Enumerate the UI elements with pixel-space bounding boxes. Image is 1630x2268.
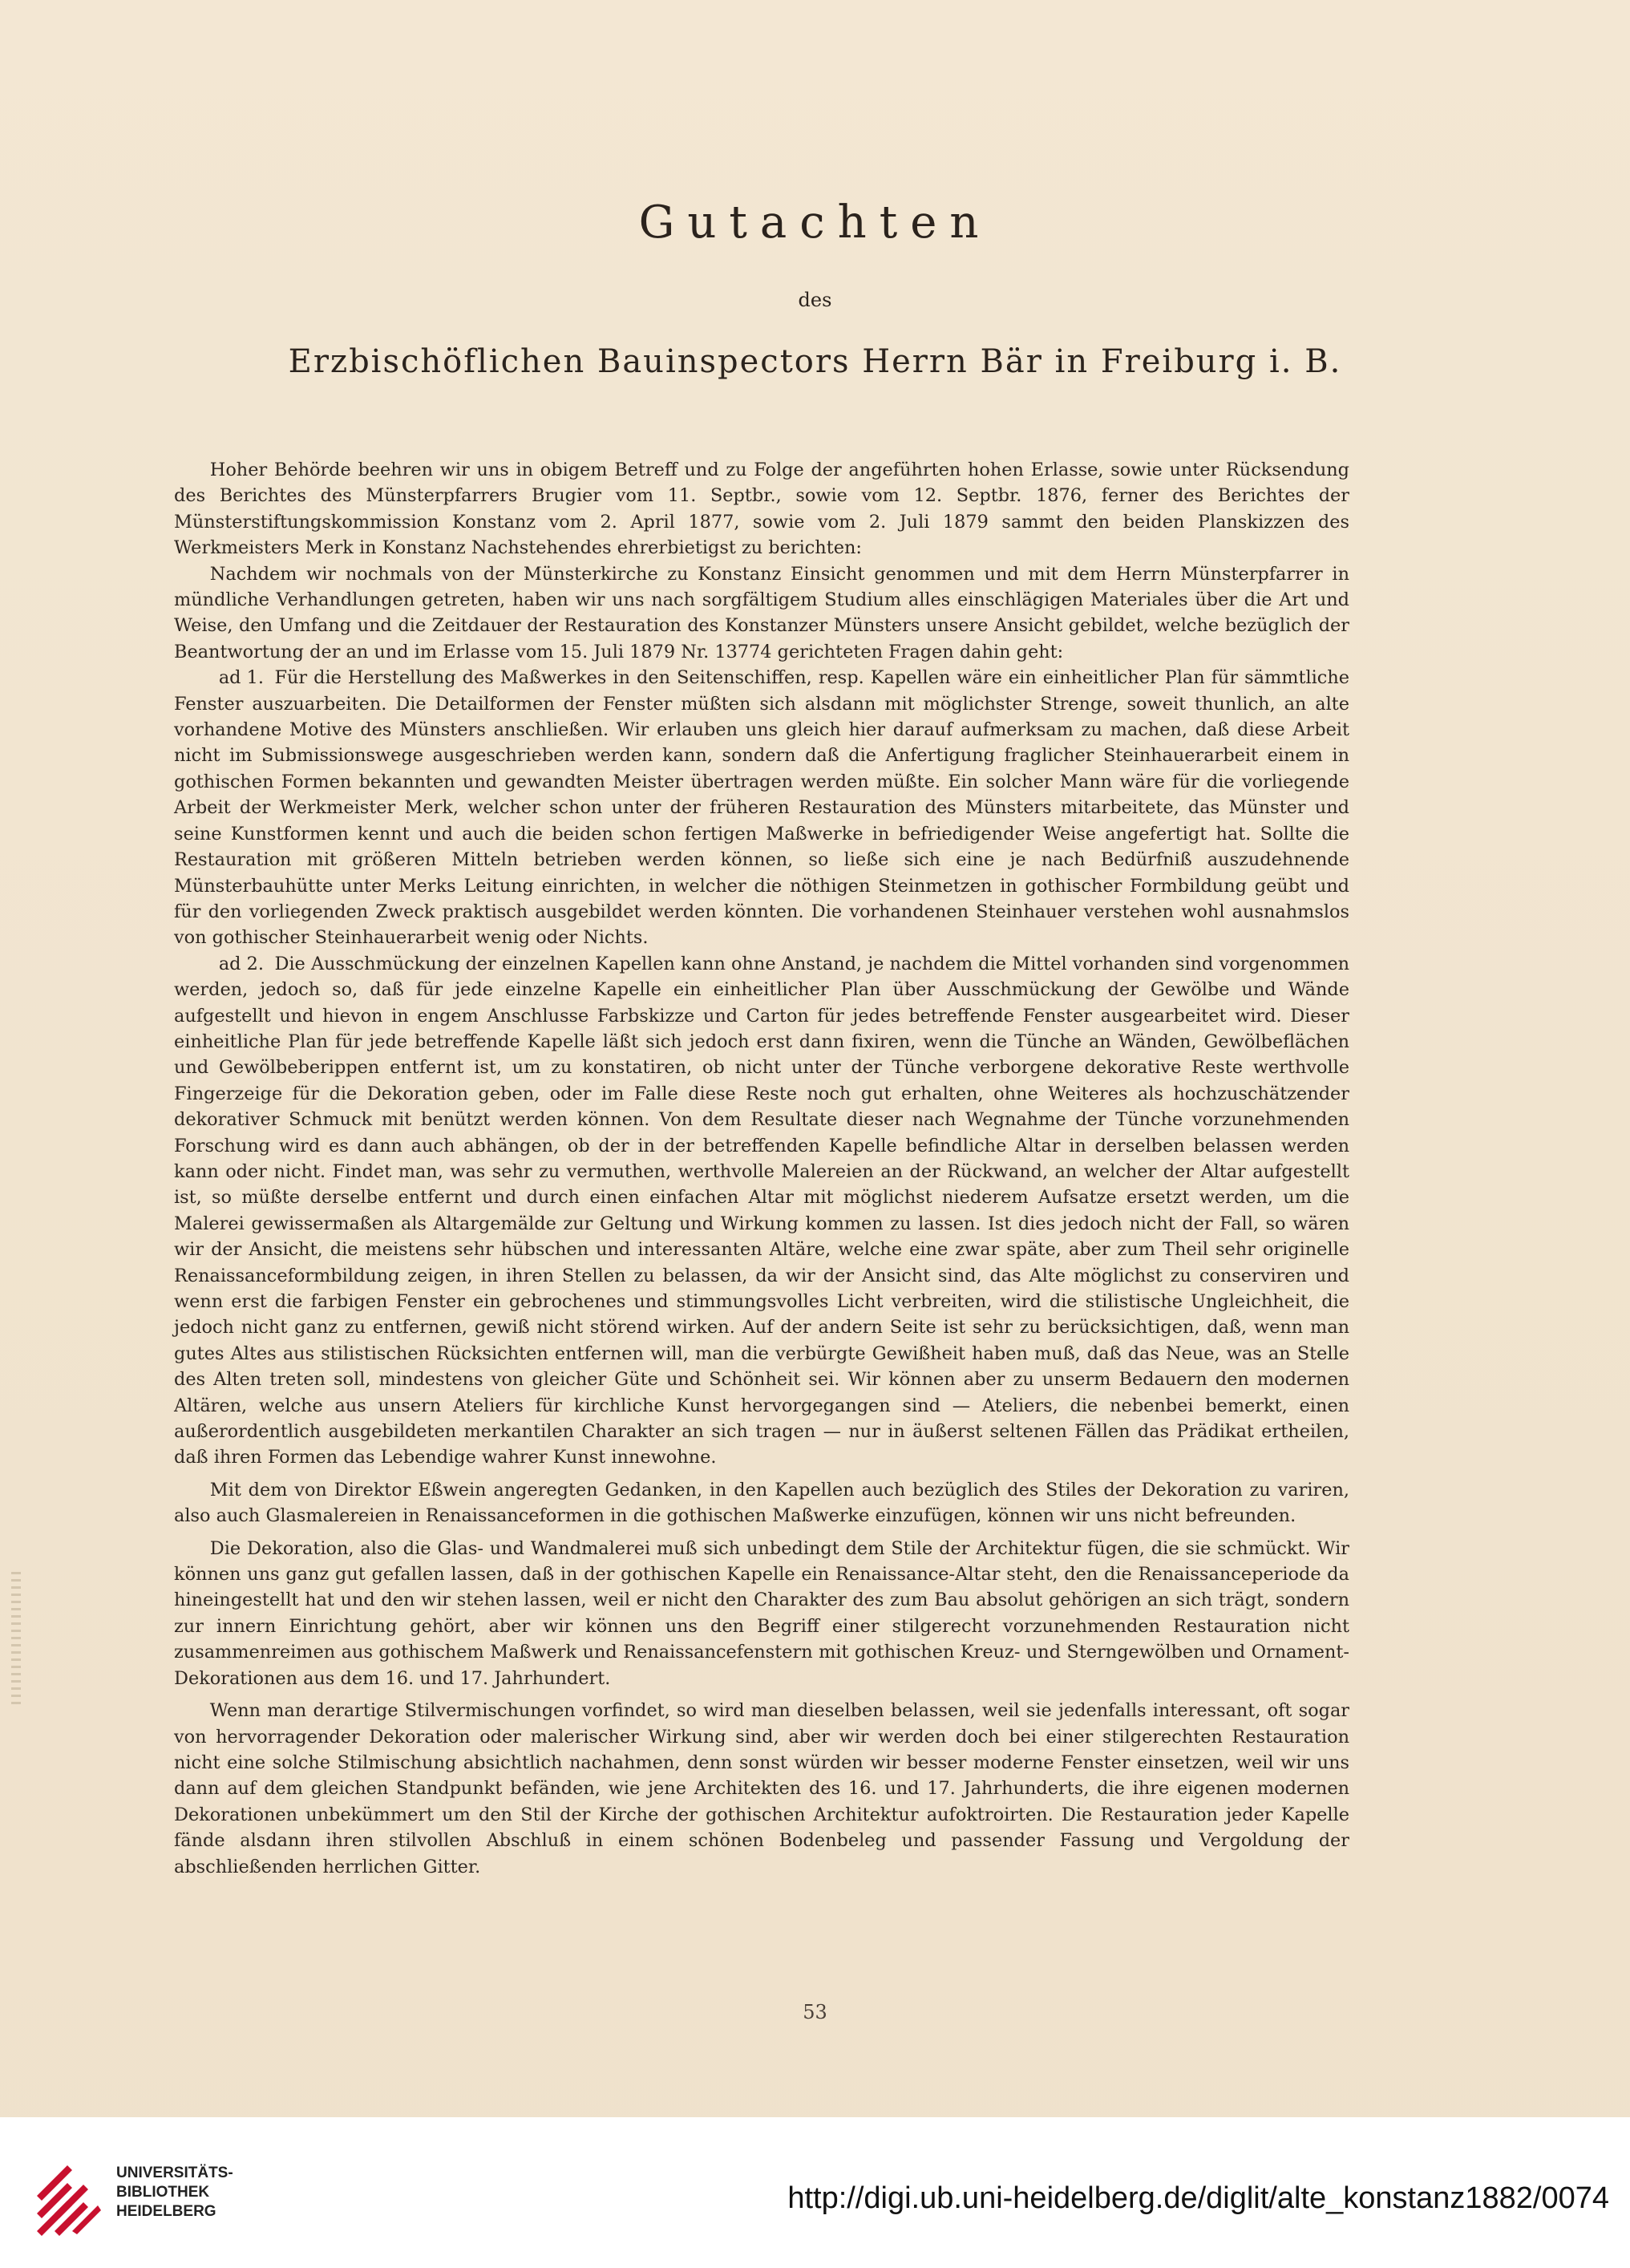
paragraph-stilvermischungen: Wenn man derartige Stilvermischungen vorfindet, so wird man dieselben belassen, weil sie jedenfalls interessant, oft sogar von hervorragender Dekoration oder malerischer Wirkung sind, aber wir werden doch bei einer stilgerechten Restauration nicht eine solche Stilmischung absichtlich nachahmen, denn sonst würden wir besser moderne Fenster einsetzen, weil wir uns dann auf dem gleichen Standpunkt befänden, wie jene Architekten des 16. und 17. Jahrhunderts, die ihre eigenen modernen Dekorationen unbekümmert um den Stil der Kirche der gothischen Architektur aufoktroirten. Die Restauration jeder Kapelle fände alsdann ihren stilvollen Abschluß in einem schönen Bodenbeleg und passender Fassung und Vergoldung der abschließenden herrlichen Gitter. (174, 1700, 1349, 1877)
document-subtitle: Erzbischöflichen Bauinspectors Herrn Bär in Freiburg i. B. (288, 343, 1342, 380)
body-text (174, 457, 1349, 1880)
library-name-line-2: BIBLIOTHEK (116, 2184, 210, 2201)
ad-1-label: ad 1. (218, 667, 264, 689)
ad-2-label: ad 2. (218, 953, 264, 974)
ad-2-text: Die Ausschmückung der einzelnen Kapellen kann ohne Anstand, je nachdem die Mittel vorhanden sind vorgenommen werden, jedoch so, daß für jede einzelne Kapelle ein einheitlicher Plan über Ausschmückung der Gewölbe und Wände aufgestellt und hievon in engem Anschlusse Farbskizze und Carton für jedes betreffende Fenster ausgearbeitet wird. Dieser einheitliche Plan für jede betreffende Kapelle läßt sich jedoch erst dann fixiren, wenn die Tünche an Wänden, Gewölbeflächen und Gewölbeberippen entfernt ist, um zu konstatiren, ob nicht unter der Tünche verborgene dekorative Reste werthvolle Fingerzeige für die Dekoration geben, oder im Falle diese Reste noch gut erhalten, ohne Weiteres als hochzuschätzender dekorativer Schmuck mit benützt werden können. Von dem Resultate dieser nach Wegnahme der Tünche vorzunehmenden Forschung wird es dann auch abhängen, ob der in der betreffenden Kapelle befindliche Altar in derselben belassen werden kann oder nicht. Findet man, was sehr zu vermuthen, werthvolle Malereien an der Rückwand, an welcher der Altar aufgestellt ist, so müßte derselbe entfernt und durch einen einfachen Altar mit möglichst niederem Aufsatze ersetzt werden, um die Malerei gewissermaßen als Altargemälde zur Geltung und Wirkung kommen zu lassen. Ist dies jedoch nicht der Fall, so wären wir der Ansicht, die meistens sehr hübschen und interessanten Altäre, welche eine zwar späte, aber zum Theil sehr originelle Renaissanceformbildung zeigen, in ihren Stellen zu belassen, da wir der Ansicht sind, das Alte möglichst zu conserviren und wenn erst die farbigen Fenster ein gebrochenes und stimmungsvolles Licht verbreiten, wird die stilistische Ungleichheit, die jedoch nicht ganz zu entfernen, gewiß nicht störend wirken. Auf der andern Seite ist sehr zu berücksichtigen, daß, wenn man gutes Altes aus stilistischen Rücksichten entfernen will, man die verbürgte Gewißheit haben muß, daß das Neue, was an Stelle des Alten treten soll, mindestens von gleicher Güte und Schönheit sei. Wir können aber zu unserm Bedauern den modernen Altären, welche aus unsern Ateliers für kirchliche Kunst hervorgegangen sind — Ateliers, die nebenbei bemerkt, einen außerordentlich ausgebildeten merkantilen Charakter an sich tragen — nur in äußerst seltenen Fällen das Prädikat ertheilen, daß ihren Formen das Lebendige wahrer Kunst innewohne. (174, 953, 1349, 1468)
paragraph-esswein: Mit dem von Direktor Eßwein angeregten Gedanken, in den Kapellen auch bezüglich des Stiles der Dekoration zu variren, also auch Glasmalereien in Renaissanceformen in die gothischen Maßwerke einzufügen, können wir uns nicht befreunden. (174, 1479, 1349, 1527)
paragraph-nachdem: Nachdem wir nochmals von der Münsterkirche zu Konstanz Einsicht genommen und mit dem Herrn Münsterpfarrer in mündliche Verhandlungen getreten, haben wir uns nach sorgfältigem Studium alles einschlägigen Materiales über die Art und Weise, den Umfang und die Zeitdauer der Restauration des Konstanzer Münsters unsere Ansicht gebildet, welche bezüglich der Beantwortung der an und im Erlasse vom 15. Juli 1879 Nr. 13774 gerichteten Fragen dahin geht: (174, 563, 1349, 662)
page-number: 53 (803, 2001, 827, 2023)
paragraph-dekoration: Die Dekoration, also die Glas- und Wandmalerei muß sich unbedingt dem Stile der Architektur fügen, die sie schmückt. Wir können uns ganz gut gefallen lassen, daß in der gothischen Kapelle ein Renaissance-Altar steht, den die Renaissanceperiode da hineingestellt hat und den wir stehen lassen, weil er nicht den Charakter des zum Bau absolut gehörigen an sich trägt, sondern zur innern Einrichtung gehört, aber wir können uns den Begriff einer stilgerecht vorzunehmenden Restauration nicht zusammenreimen aus gothischem Maßwerk und Renaissancefenstern mit gothischen Kreuz- und Sterngewölben und Ornament-Dekorationen aus dem 16. und 17. Jahrhundert. (174, 1537, 1349, 1689)
source-url-link[interactable]: http://digi.ub.uni-heidelberg.de/diglit/alte_konstanz1882/0074 (787, 2181, 1609, 2215)
document-des: des (798, 289, 832, 311)
paragraph-intro: Hoher Behörde beehren wir uns in obigem Betreff und zu Folge der angeführten hohen Erlasse, sowie unter Rücksendung des Berichtes des Münsterpfarrers Brugier vom 11. Septbr., sowie vom 12. Septbr. 1876, ferner des Berichtes der Münsterstiftungskommission Konstanz vom 2. April 1877, sowie vom 2. Juli 1879 sammt den beiden Planskizzen des Werkmeisters Merk in Konstanz Nachstehendes ehrerbietigst zu berichten: (174, 460, 1349, 559)
university-library-logo-icon (30, 2149, 103, 2238)
library-name (116, 2164, 233, 2221)
paragraph-ad-2 (174, 951, 1349, 1471)
ad-1-text: Für die Herstellung des Maßwerkes in den Seitenschiffen, resp. Kapellen wäre ein einheitlicher Plan für sämmtliche Fenster auszuarbeiten. Die Detailformen der Fenster müßten sich alsdann mit möglichster Strenge, soweit thunlich, an alte vorhandene Motive des Münsters anschließen. Wir erlauben uns gleich hier darauf aufmerksam zu machen, daß diese Arbeit nicht im Submissionswege ausgeschrieben werden kann, sondern daß die Anfertigung fraglicher Steinhauerarbeit einem in gothischen Formen bekannten und gewandten Meister übertragen werden müßte. Ein solcher Mann wäre für die vorliegende Arbeit der Werkmeister Merk, welcher schon unter der früheren Restauration des Münsters mitarbeitete, das Münster und seine Kunstformen kennt und auch die beiden schon fertigen Maßwerke in befriedigender Weise angefertigt hat. Sollte die Restauration mit größeren Mitteln betrieben werden können, so ließe sich eine je nach Bedürfniß auszudehnende Münsterbauhütte unter Merks Leitung einrichten, in welcher die nöthigen Steinmetzen in gothischer Formbildung geübt und für den vorliegenden Zweck praktisch ausgebildet werden könnten. Die vorhandenen Steinhauer verstehen wohl ausnahmslos von gothischer Steinhauerarbeit wenig oder Nichts. (174, 667, 1349, 949)
binding-edge-mark (11, 1572, 21, 1708)
library-name-line-3: HEIDELBERG (116, 2203, 216, 2220)
library-footer (0, 2117, 1630, 2268)
library-name-line-1: UNIVERSITÄTS- (116, 2165, 233, 2181)
document-title: Gutachten (638, 196, 992, 249)
paragraph-ad-1 (174, 665, 1349, 950)
